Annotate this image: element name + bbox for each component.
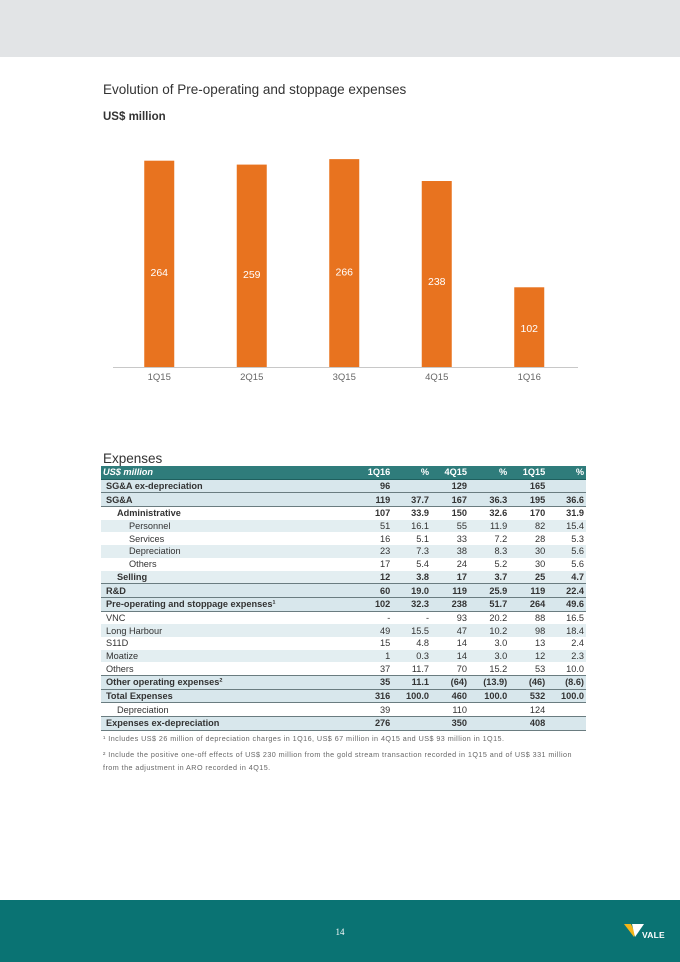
table-row [101,479,586,493]
cell: 5.3 [547,532,586,545]
cell: 4.8 [392,637,431,650]
cell: 107 [354,507,392,520]
cell: 15.2 [469,662,509,675]
cell: 170 [509,507,547,520]
table-row [101,545,586,558]
row-label: R&D [101,584,354,598]
table-row [101,611,586,624]
row-label: Other operating expenses² [101,676,354,690]
table-row [101,624,586,637]
x-tick-label: 2Q15 [240,372,264,383]
cell: 5.2 [469,558,509,571]
cell: 33.9 [392,507,431,520]
cell: 25 [509,571,547,584]
table-row [101,493,586,507]
cell: 25.9 [469,584,509,598]
bar-value-label: 102 [520,322,539,335]
header-4q15: 4Q15 [431,466,469,479]
bar-3q15 [329,159,359,367]
cell: 31.9 [547,507,586,520]
row-label: Depreciation [101,703,354,717]
x-tick-label: 1Q16 [517,372,541,383]
cell: 60 [354,584,392,598]
cell: 93 [431,611,469,624]
cell: 119 [431,584,469,598]
cell: 4.7 [547,571,586,584]
cell [547,479,586,493]
table-row [101,520,586,533]
cell: 350 [431,717,469,731]
row-label: SG&A [101,493,354,507]
cell: 316 [354,689,392,703]
table-row [101,689,586,703]
cell: 5.4 [392,558,431,571]
cell: 2.4 [547,637,586,650]
cell: 7.3 [392,545,431,558]
vale-logo-icon [624,921,644,937]
cell: 17 [354,558,392,571]
cell: 96 [354,479,392,493]
cell: 70 [431,662,469,675]
cell: 11.1 [392,676,431,690]
pre-operating-bar-chart [0,140,680,400]
cell: 37.7 [392,493,431,507]
cell: 124 [509,703,547,717]
cell: - [392,611,431,624]
cell: 32.3 [392,597,431,611]
page-footer [0,900,680,962]
table-row [101,662,586,675]
bar-2q15 [237,165,267,367]
cell: 15.5 [392,624,431,637]
bar-value-label: 238 [427,276,446,289]
row-label: Others [101,662,354,675]
cell: 22.4 [547,584,586,598]
expenses-title: Expenses [103,451,163,466]
cell: 3.0 [469,637,509,650]
expenses-table [101,466,586,731]
cell: - [354,611,392,624]
row-label: Pre-operating and stoppage expenses¹ [101,597,354,611]
cell [469,717,509,731]
cell: (46) [509,676,547,690]
cell: 20.2 [469,611,509,624]
cell: 100.0 [469,689,509,703]
cell: (8.6) [547,676,586,690]
table-row [101,532,586,545]
cell: 16 [354,532,392,545]
cell: 28 [509,532,547,545]
cell: 53 [509,662,547,675]
cell: 51 [354,520,392,533]
cell: 276 [354,717,392,731]
header-pct-4q15: % [469,466,509,479]
cell: 18.4 [547,624,586,637]
x-tick-label: 4Q15 [425,372,449,383]
cell: 55 [431,520,469,533]
cell: 33 [431,532,469,545]
x-tick-label: 3Q15 [332,372,356,383]
cell: 0.3 [392,650,431,663]
header-pct-1q16: % [392,466,431,479]
vale-logo [624,919,674,943]
cell: 51.7 [469,597,509,611]
cell: 7.2 [469,532,509,545]
cell: 38 [431,545,469,558]
top-band [0,0,680,57]
cell: 3.0 [469,650,509,663]
cell: 119 [354,493,392,507]
cell [469,479,509,493]
cell: 5.1 [392,532,431,545]
cell: 10.2 [469,624,509,637]
cell: 8.3 [469,545,509,558]
cell: 11.7 [392,662,431,675]
cell: 23 [354,545,392,558]
table-row [101,650,586,663]
cell: 165 [509,479,547,493]
bar-value-label: 259 [242,268,261,281]
row-label: VNC [101,611,354,624]
cell: 1 [354,650,392,663]
cell: 15.4 [547,520,586,533]
cell: 36.3 [469,493,509,507]
cell: 37 [354,662,392,675]
cell: 16.1 [392,520,431,533]
row-label: SG&A ex-depreciation [101,479,354,493]
cell: 19.0 [392,584,431,598]
row-label: Expenses ex-depreciation [101,717,354,731]
cell: 12 [354,571,392,584]
cell: 30 [509,558,547,571]
cell: 14 [431,637,469,650]
row-label: Long Harbour [101,624,354,637]
cell: 32.6 [469,507,509,520]
cell: 82 [509,520,547,533]
bar-1q15 [144,161,174,367]
table-row [101,597,586,611]
cell: 16.5 [547,611,586,624]
row-label: Administrative [101,507,354,520]
cell: 100.0 [392,689,431,703]
cell: (13.9) [469,676,509,690]
row-label: Others [101,558,354,571]
cell: 264 [509,597,547,611]
cell: 5.6 [547,558,586,571]
cell: 47 [431,624,469,637]
row-label: Depreciation [101,545,354,558]
table-row [101,637,586,650]
cell: 35 [354,676,392,690]
row-label: Moatize [101,650,354,663]
cell: 100.0 [547,689,586,703]
cell: 13 [509,637,547,650]
cell: 36.6 [547,493,586,507]
cell: 119 [509,584,547,598]
cell: 49 [354,624,392,637]
header-pct-1q15: % [547,466,586,479]
row-label: Total Expenses [101,689,354,703]
row-label: S11D [101,637,354,650]
cell: 88 [509,611,547,624]
cell: 150 [431,507,469,520]
cell: 3.7 [469,571,509,584]
row-label: Personnel [101,520,354,533]
cell: 12 [509,650,547,663]
cell: 460 [431,689,469,703]
bar-value-label: 264 [150,267,169,280]
cell: 3.8 [392,571,431,584]
footnote-2: ² Include the positive one-off effects of US$ 230 million from the gold stream transaction recorded in 1Q15 and of US$ 331 million from the adjustment in ARO recorded in 4Q15. [103,750,572,772]
cell [392,479,431,493]
cell: 24 [431,558,469,571]
cell [392,703,431,717]
footnote-1: ¹ Includes US$ 26 million of depreciation charges in 1Q16, US$ 67 million in 4Q15 and US$ 93 million in 1Q15. [103,734,505,743]
cell: 238 [431,597,469,611]
cell: 532 [509,689,547,703]
cell: 15 [354,637,392,650]
x-tick-label: 1Q15 [147,372,171,383]
cell: 49.6 [547,597,586,611]
page-number: 14 [335,927,345,937]
cell: 10.0 [547,662,586,675]
table-header-row [101,466,586,479]
cell: 5.6 [547,545,586,558]
header-1q16: 1Q16 [354,466,392,479]
table-row [101,676,586,690]
table-row [101,717,586,731]
bar-4q15 [422,181,452,367]
cell [547,717,586,731]
chart-title: Evolution of Pre-operating and stoppage expenses [103,82,407,97]
cell [547,703,586,717]
cell: 39 [354,703,392,717]
table-row [101,703,586,717]
row-label: Selling [101,571,354,584]
cell: 408 [509,717,547,731]
cell: 195 [509,493,547,507]
cell: 98 [509,624,547,637]
cell: 102 [354,597,392,611]
cell: 2.3 [547,650,586,663]
cell: 129 [431,479,469,493]
cell: 11.9 [469,520,509,533]
cell [392,717,431,731]
cell [469,703,509,717]
chart-subtitle: US$ million [103,111,166,123]
header-label: US$ million [101,466,354,479]
header-1q15: 1Q15 [509,466,547,479]
vale-logo-text: VALE [642,930,665,940]
cell: 167 [431,493,469,507]
table-row [101,558,586,571]
row-label: Services [101,532,354,545]
bar-value-label: 266 [335,266,354,279]
cell: 17 [431,571,469,584]
table-row [101,584,586,598]
cell: 110 [431,703,469,717]
cell: (64) [431,676,469,690]
table-row [101,507,586,520]
table-row [101,571,586,584]
cell: 30 [509,545,547,558]
cell: 14 [431,650,469,663]
